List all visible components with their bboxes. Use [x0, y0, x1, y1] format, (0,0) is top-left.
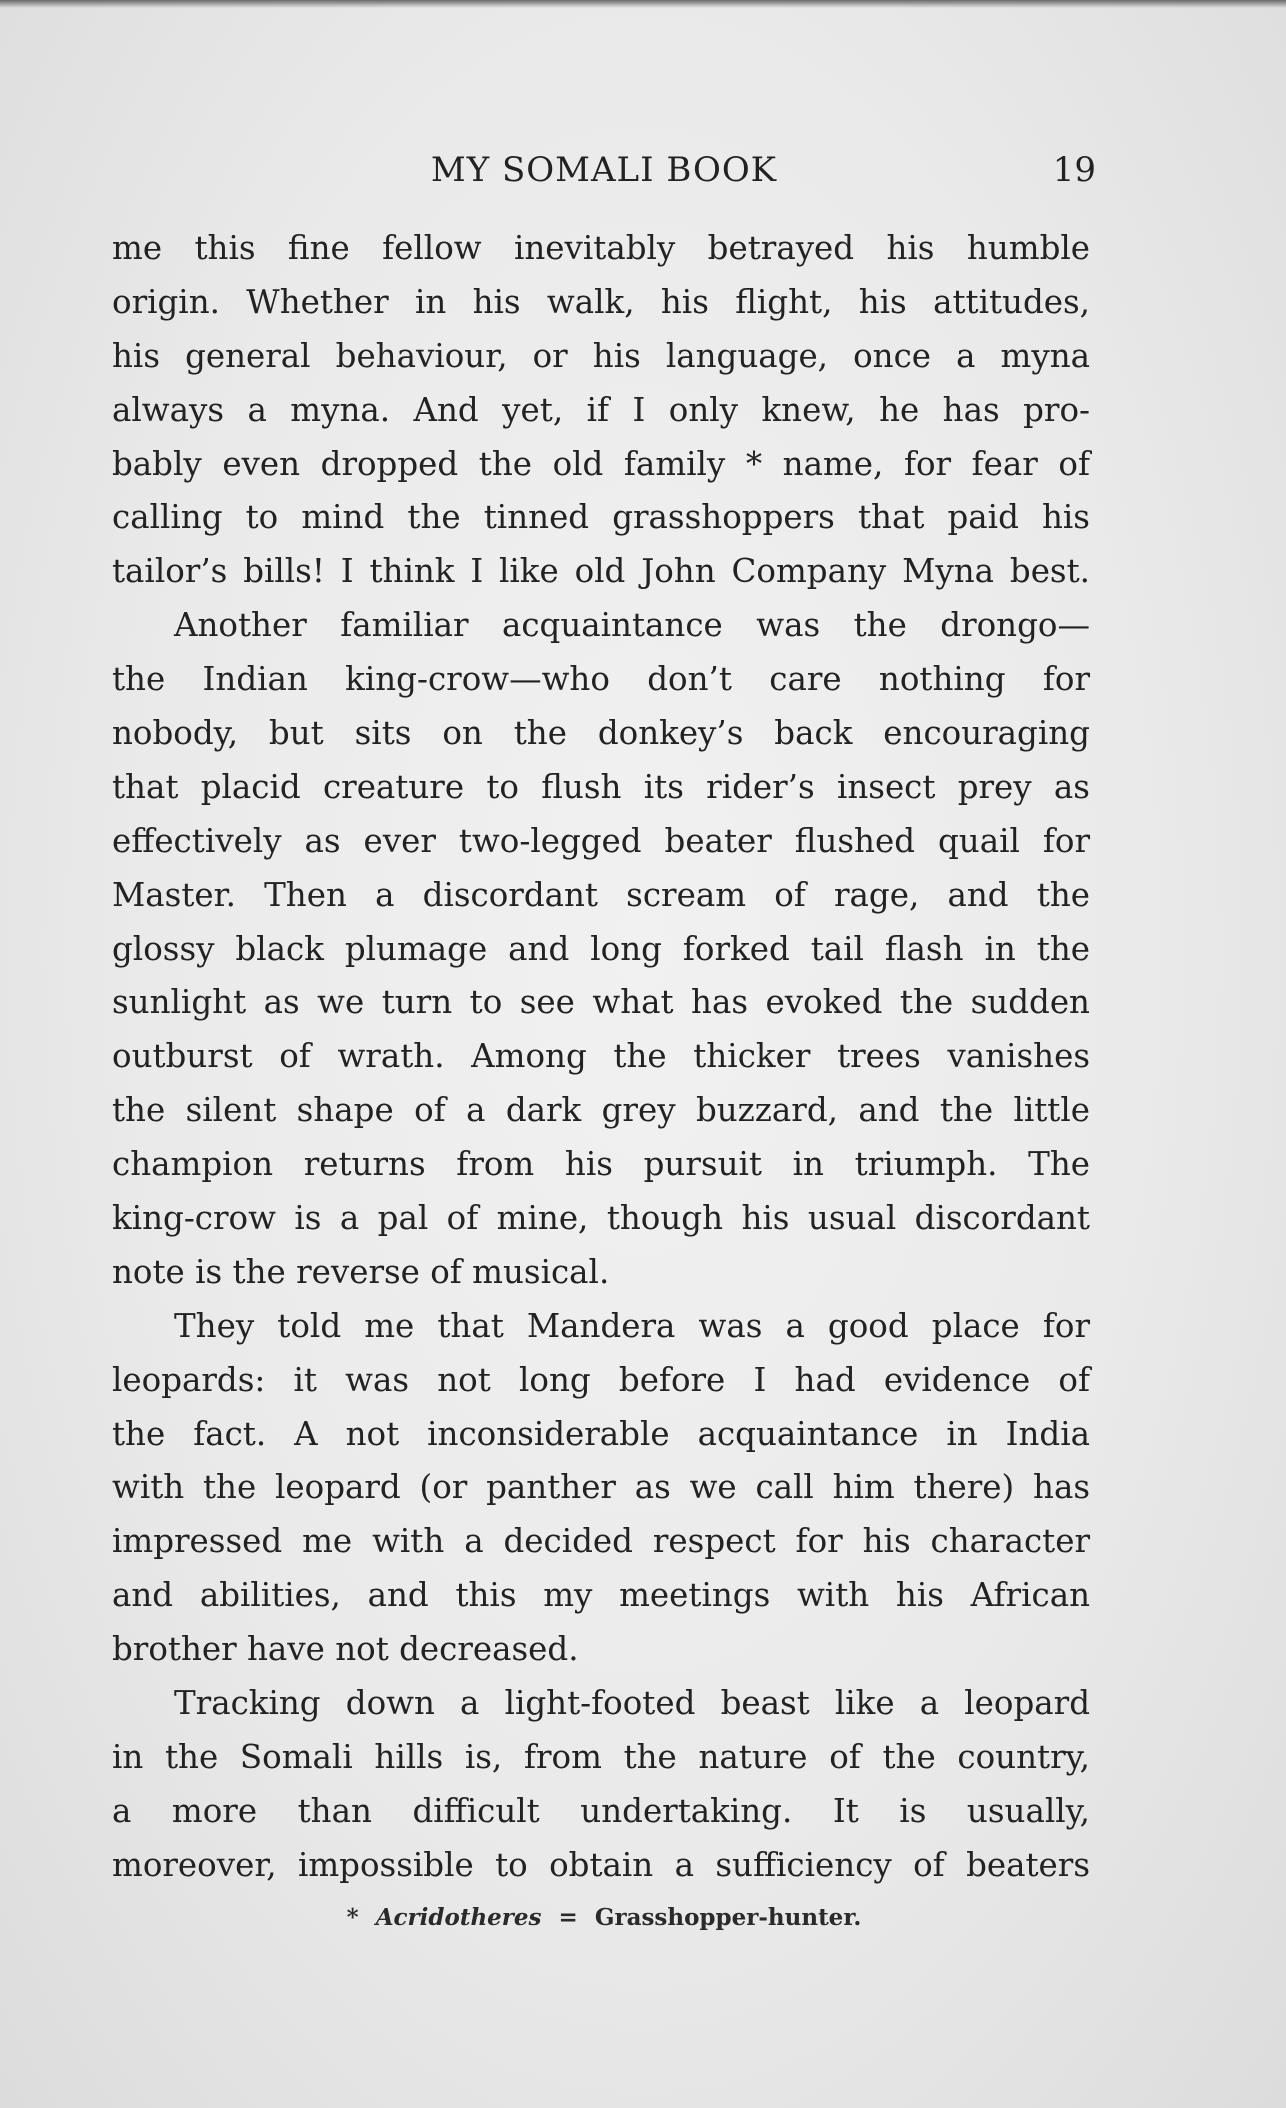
text-line: Master. Then a discordant scream of rage, and the	[112, 875, 1090, 914]
text-line: with the leopard (or panther as we call him there) has	[112, 1468, 1090, 1507]
text-line: effectively as ever two-legged beater flushed quail for	[112, 821, 1090, 860]
text-line: tailor’s bills! I think I like old John Company Myna best.	[112, 552, 1090, 591]
text-line: bably even dropped the old family * name, for fear of	[112, 444, 1090, 483]
page-top-edge	[0, 0, 1286, 8]
text-line: his general behaviour, or his language, once a myna	[112, 336, 1090, 375]
footnote-equals: =	[558, 1904, 578, 1931]
text-line: leopards: it was not long before I had evidence of	[112, 1360, 1090, 1399]
text-line: note is the reverse of musical.	[112, 1252, 610, 1291]
text-line: glossy black plumage and long forked tail flash in the	[112, 929, 1090, 968]
text-line: calling to mind the tinned grasshoppers that paid his	[112, 498, 1090, 537]
text-line: sunlight as we turn to see what has evoked the sudden	[112, 983, 1090, 1022]
footnote-marker: *	[346, 1904, 359, 1931]
text-line: brother have not decreased.	[112, 1630, 579, 1669]
running-head: MY SOMALI BOOK	[430, 150, 778, 190]
text-line: champion returns from his pursuit in triumph. The	[112, 1145, 1090, 1184]
text-line: Another familiar acquaintance was the drongo—	[174, 606, 1090, 645]
text-line: king-crow is a pal of mine, though his usual discordant	[112, 1199, 1090, 1238]
text-line: Tracking down a light-footed beast like a leopard	[174, 1684, 1090, 1723]
text-line: that placid creature to flush its rider’s insect prey as	[112, 767, 1090, 806]
footnote-term: Acridotheres	[375, 1904, 542, 1931]
page-header	[112, 148, 1096, 192]
text-line: They told me that Mandera was a good place for	[174, 1306, 1090, 1345]
text-line: the fact. A not inconsiderable acquaintance in India	[112, 1414, 1090, 1453]
text-line: outburst of wrath. Among the thicker trees vanishes	[112, 1037, 1090, 1076]
text-line: me this fine fellow inevitably betrayed his humble	[112, 229, 1090, 267]
text-line: the silent shape of a dark grey buzzard, and the little	[112, 1091, 1090, 1130]
text-line: nobody, but sits on the donkey’s back encouraging	[112, 714, 1090, 753]
page-number: 19	[1052, 150, 1096, 190]
footnote	[112, 1904, 1096, 1931]
text-line: always a myna. And yet, if I only knew, he has pro-	[112, 390, 1090, 429]
text-line: a more than difficult undertaking. It is usually,	[112, 1791, 1090, 1830]
body-text	[112, 222, 1090, 1893]
text-line: and abilities, and this my meetings with his African	[112, 1576, 1090, 1615]
text-line: the Indian king-crow—who don’t care nothing for	[112, 660, 1090, 699]
text-line: in the Somali hills is, from the nature of the country,	[112, 1737, 1090, 1776]
footnote-definition: Grasshopper-hunter.	[594, 1904, 862, 1931]
text-line: impressed me with a decided respect for his character	[112, 1522, 1090, 1561]
text-line: moreover, impossible to obtain a sufficiency of beaters	[112, 1845, 1090, 1884]
text-line: origin. Whether in his walk, his flight, his attitudes,	[112, 282, 1090, 321]
